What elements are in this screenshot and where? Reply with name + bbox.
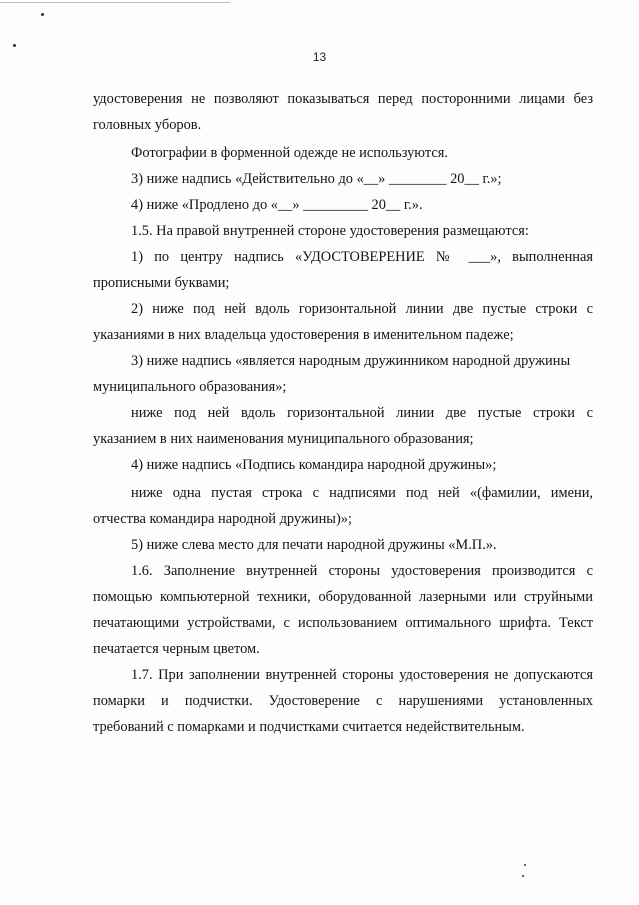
text-line: муниципального образования»; [93,379,287,395]
text-line: 3) ниже надпись «Действительно до «__» ________ 20__ г.»; [131,171,502,187]
text-line: удостоверения не позволяют показываться перед посторонними лицами без [93,91,593,107]
text-line: требований с помарками и подчистками считается недействительным. [93,719,525,735]
text-line: ниже одна пустая строка с надписями под ней «(фамилии, имени, [131,485,593,501]
text-line: помарки и подчистки. Удостоверение с нарушениями установленных [93,693,593,709]
scan-speck [13,44,16,47]
page-number: 13 [312,50,327,64]
text-line: печатающими устройствами, с использованием оптимального шрифта. Текст [93,615,593,631]
text-line: 1.5. На правой внутренней стороне удостоверения размещаются: [131,223,529,239]
text-line: помощью компьютерной техники, оборудованной лазерными или струйными [93,589,593,605]
text-line: 1) по центру надпись «УДОСТОВЕРЕНИЕ № ___», выполненная [131,249,593,265]
text-line: 1.6. Заполнение внутренней стороны удостоверения производится с [131,563,593,579]
text-line: Фотографии в форменной одежде не используются. [131,145,448,161]
text-line: указаниями в них владельца удостоверения в именительном падеже; [93,327,514,343]
scan-speck [524,864,526,866]
text-line: 4) ниже «Продлено до «__» _________ 20__ г.». [131,197,423,213]
text-line: 1.7. При заполнении внутренней стороны удостоверения не допускаются [131,667,593,683]
text-line: 2) ниже под ней вдоль горизонтальной линии две пустые строки с [131,301,593,317]
text-line: прописными буквами; [93,275,230,291]
text-line: головных уборов. [93,117,202,133]
text-line: ниже под ней вдоль горизонтальной линии две пустые строки с [131,405,593,421]
scan-speck [522,875,524,877]
text-line: отчества командира народной дружины)»; [93,511,352,527]
text-line: указанием в них наименования муниципального образования; [93,431,474,447]
scan-edge-line [0,2,230,3]
scan-speck [41,13,44,16]
text-line: 4) ниже надпись «Подпись командира народной дружины»; [131,457,497,473]
text-line: 5) ниже слева место для печати народной дружины «М.П.». [131,537,497,553]
text-line: 3) ниже надпись «является народным дружинником народной дружины [131,353,571,369]
text-line: печатается черным цветом. [93,641,260,657]
